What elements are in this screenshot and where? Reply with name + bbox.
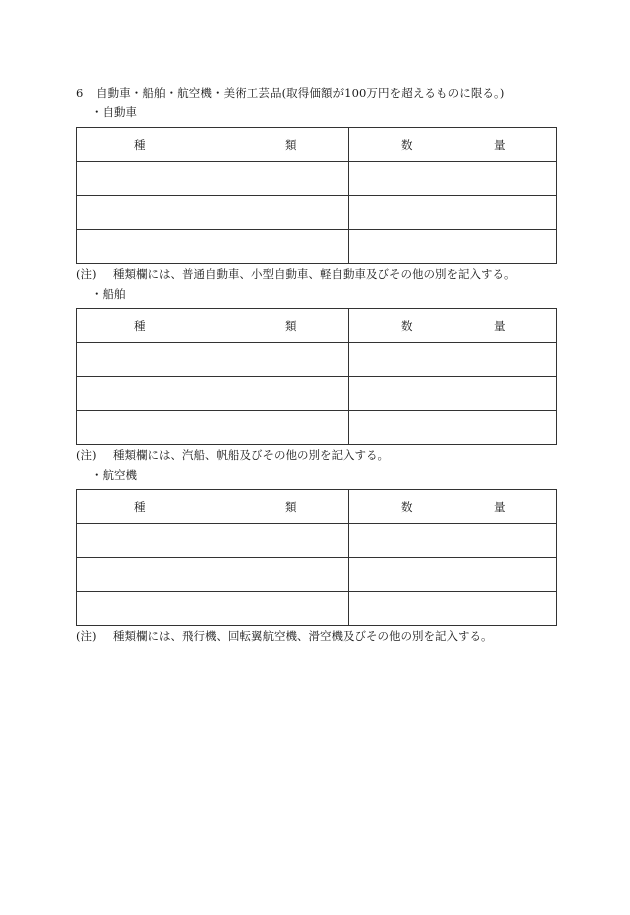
subheading-aircraft: ・航空機	[91, 468, 137, 482]
type-header-char-2: 類	[285, 318, 297, 333]
quantity-cell[interactable]	[349, 558, 557, 592]
quantity-cell[interactable]	[349, 592, 557, 626]
ship-note	[76, 447, 389, 463]
type-header	[77, 490, 349, 524]
type-header-char-2: 類	[285, 499, 297, 514]
ship-table	[76, 308, 557, 445]
type-header	[77, 309, 349, 343]
table-header-row	[77, 128, 557, 162]
quantity-cell[interactable]	[349, 411, 557, 445]
table-row	[77, 411, 557, 445]
note-text: 種類欄には、汽船、帆船及びその他の別を記入する。	[113, 448, 389, 462]
table-row	[77, 377, 557, 411]
table-header-row	[77, 490, 557, 524]
automobile-table	[76, 127, 557, 264]
quantity-cell[interactable]	[349, 524, 557, 558]
type-header-char-2: 類	[285, 137, 297, 152]
quantity-header	[349, 490, 557, 524]
table-row	[77, 558, 557, 592]
type-header-char-1: 種	[134, 318, 146, 333]
aircraft-note	[76, 628, 493, 644]
subheading-automobile: ・自動車	[91, 105, 137, 119]
type-cell[interactable]	[77, 196, 349, 230]
type-cell[interactable]	[77, 592, 349, 626]
quantity-header-char-2: 量	[494, 137, 506, 152]
quantity-header-char-1: 数	[401, 137, 413, 152]
note-mark: (注)	[76, 448, 97, 462]
table-row	[77, 162, 557, 196]
table-row	[77, 524, 557, 558]
note-mark: (注)	[76, 267, 97, 281]
section-number: 6	[76, 86, 84, 100]
quantity-header-char-1: 数	[401, 318, 413, 333]
quantity-header-char-1: 数	[401, 499, 413, 514]
type-cell[interactable]	[77, 377, 349, 411]
type-cell[interactable]	[77, 411, 349, 445]
aircraft-table	[76, 489, 557, 626]
note-text: 種類欄には、飛行機、回転翼航空機、滑空機及びその他の別を記入する。	[113, 629, 493, 643]
type-header-char-1: 種	[134, 137, 146, 152]
section-title	[76, 85, 504, 101]
type-cell[interactable]	[77, 343, 349, 377]
table-row	[77, 230, 557, 264]
quantity-cell[interactable]	[349, 196, 557, 230]
quantity-header	[349, 128, 557, 162]
quantity-cell[interactable]	[349, 230, 557, 264]
quantity-cell[interactable]	[349, 377, 557, 411]
subheading-ship: ・船舶	[91, 287, 126, 301]
table-row	[77, 592, 557, 626]
type-cell[interactable]	[77, 524, 349, 558]
note-text: 種類欄には、普通自動車、小型自動車、軽自動車及びその他の別を記入する。	[113, 267, 516, 281]
table-header-row	[77, 309, 557, 343]
type-header-char-1: 種	[134, 499, 146, 514]
section-title-text: 自動車・船舶・航空機・美術工芸品(取得価額が100万円を超えるものに限る。)	[96, 86, 505, 100]
note-mark: (注)	[76, 629, 97, 643]
quantity-cell[interactable]	[349, 343, 557, 377]
table-row	[77, 196, 557, 230]
table-row	[77, 343, 557, 377]
automobile-note	[76, 266, 516, 282]
type-header	[77, 128, 349, 162]
type-cell[interactable]	[77, 558, 349, 592]
quantity-header	[349, 309, 557, 343]
quantity-header-char-2: 量	[494, 318, 506, 333]
type-cell[interactable]	[77, 230, 349, 264]
type-cell[interactable]	[77, 162, 349, 196]
quantity-cell[interactable]	[349, 162, 557, 196]
quantity-header-char-2: 量	[494, 499, 506, 514]
